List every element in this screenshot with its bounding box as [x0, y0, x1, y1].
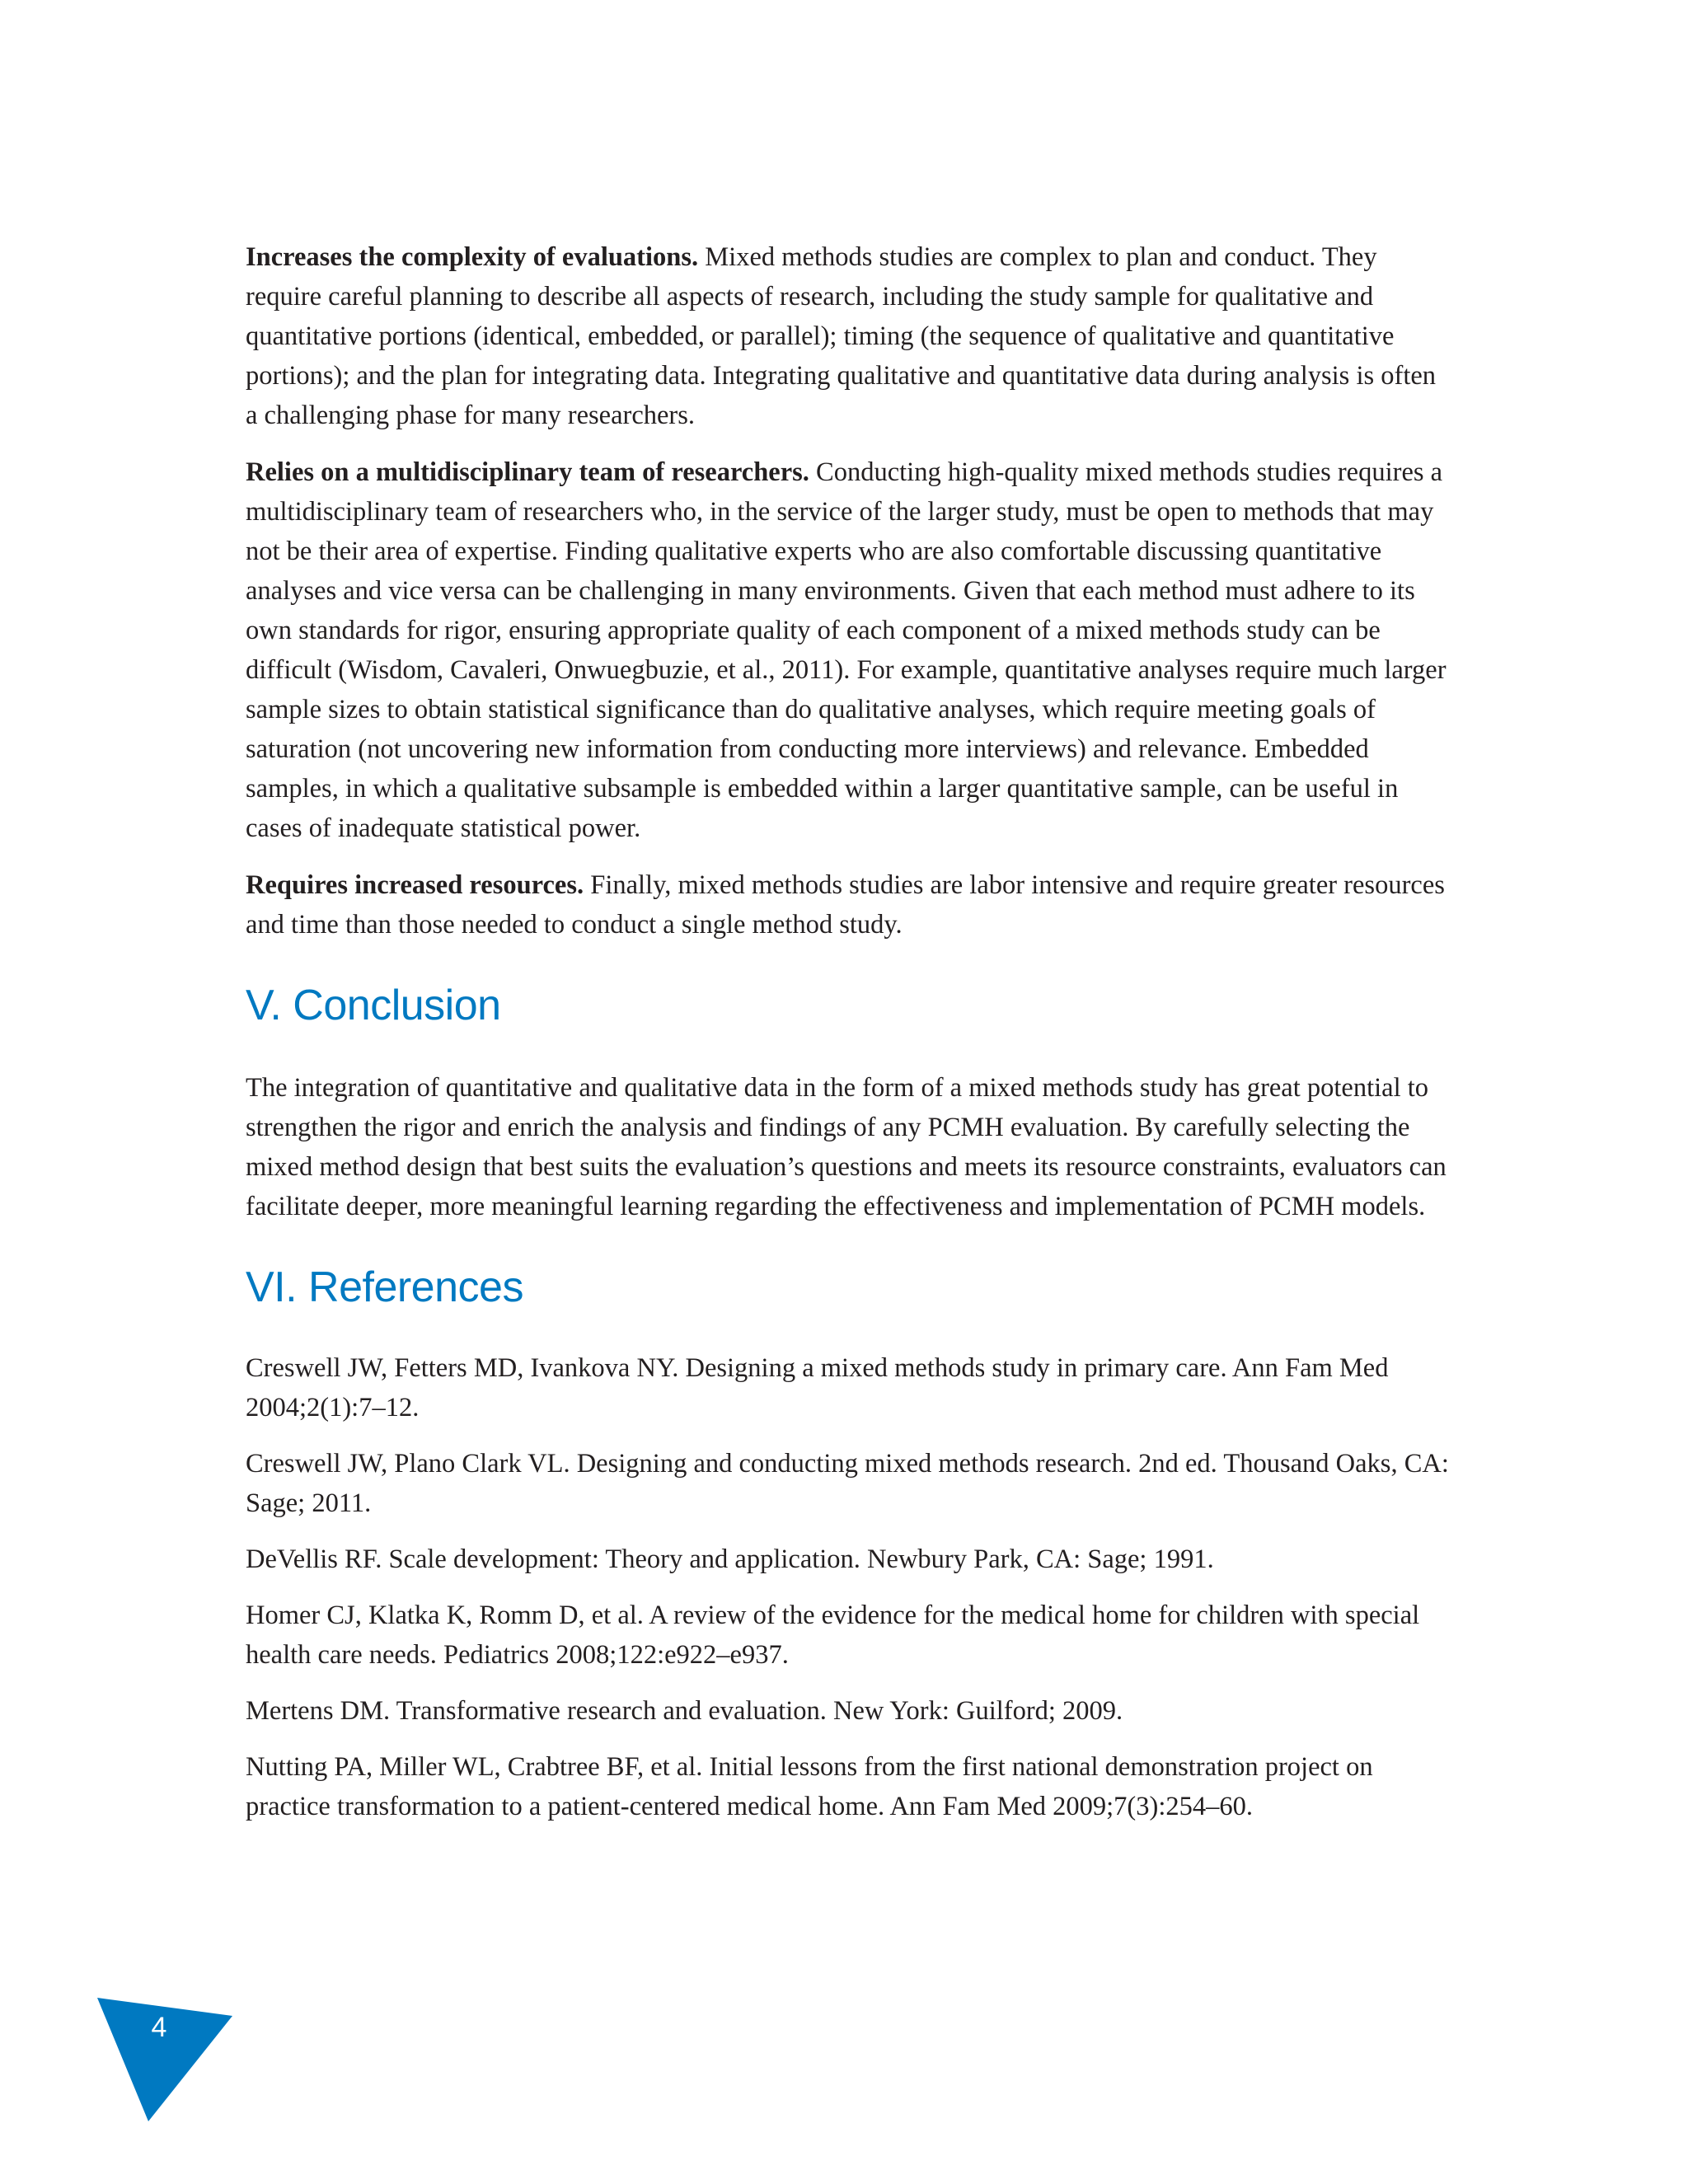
conclusion-text: The integration of quantitative and qualitative data in the form of a mixed methods study has great potential to strengthen the rigor and enrich the analysis and findings of any PCMH evaluation. By carefully selecting the mixed method design that best suits the evaluation’s questions and meets its resource constraints, evaluators can facilitate deeper, more meaningful learning regarding the effectiveness and implementation of PCMH models.: [246, 1073, 1447, 1221]
paragraph-complexity: [246, 237, 1449, 435]
reference-item: Homer CJ, Klatka K, Romm D, et al. A review of the evidence for the medical home for children with special health care needs. Pediatrics 2008;122:e922–e937.: [246, 1601, 1420, 1670]
references-heading: VI. References: [246, 1263, 523, 1311]
reference-item: Nutting PA, Miller WL, Crabtree BF, et al. Initial lessons from the first national demonstration project on practice transformation to a patient-centered medical home. Ann Fam Med 2009;7(3):254–60.: [246, 1752, 1373, 1821]
reference-item: Mertens DM. Transformative research and evaluation. New York: Guilford; 2009.: [246, 1696, 1123, 1726]
reference-item: DeVellis RF. Scale development: Theory and application. Newbury Park, CA: Sage; 1991.: [246, 1544, 1214, 1574]
paragraph-lead: Relies on a multidisciplinary team of researchers.: [246, 457, 809, 487]
reference-item: Creswell JW, Fetters MD, Ivankova NY. Designing a mixed methods study in primary care. Ann Fam Med 2004;2(1):7–12.: [246, 1353, 1389, 1422]
paragraph-lead: Increases the complexity of evaluations.: [246, 242, 699, 272]
page-number: 4: [151, 2012, 167, 2043]
conclusion-heading: V. Conclusion: [246, 982, 501, 1029]
paragraph-body: Finally, mixed methods studies are labor intensive and require greater resources and time than those needed to conduct a single method study.: [246, 870, 1445, 940]
paragraph-body: Conducting high-quality mixed methods studies requires a multidisciplinary team of researchers who, in the service of the larger study, must be open to methods that may not be their area of expertise. Finding qualitative experts who are also comfortable discussing quantitative analyses and vice versa can be challenging in many environments. Given that each method must adhere to its own standards for rigor, ensuring appropriate quality of each component of a mixed methods study can be difficult (Wisdom, Cavaleri, Onwuegbuzie, et al., 2011). For example, quantitative analyses require much larger sample sizes to obtain statistical significance than do qualitative analyses, which require meeting goals of saturation (not uncovering new information from conducting more interviews) and relevance. Embedded samples, in which a qualitative subsample is embedded within a larger quantitative sample, can be useful in cases of inadequate statistical power.: [246, 457, 1447, 843]
paragraph-body: Mixed methods studies are complex to plan and conduct. They require careful planning to describe all aspects of research, including the study sample for qualitative and quantitative portions (identical, embedded, or parallel); timing (the sequence of qualitative and quantitative portions); and the plan for integrating data. Integrating qualitative and quantitative data during analysis is often a challenging phase for many researchers.: [246, 242, 1437, 430]
page-content: [246, 237, 1449, 1843]
paragraph-multidisciplinary-team: [246, 452, 1449, 848]
paragraph-lead: Requires increased resources.: [246, 870, 584, 900]
paragraph-resources: [246, 865, 1449, 944]
reference-list: [246, 1348, 1449, 1826]
reference-item: Creswell JW, Plano Clark VL. Designing and conducting mixed methods research. 2nd ed. Thousand Oaks, CA: Sage; 2011.: [246, 1449, 1449, 1518]
